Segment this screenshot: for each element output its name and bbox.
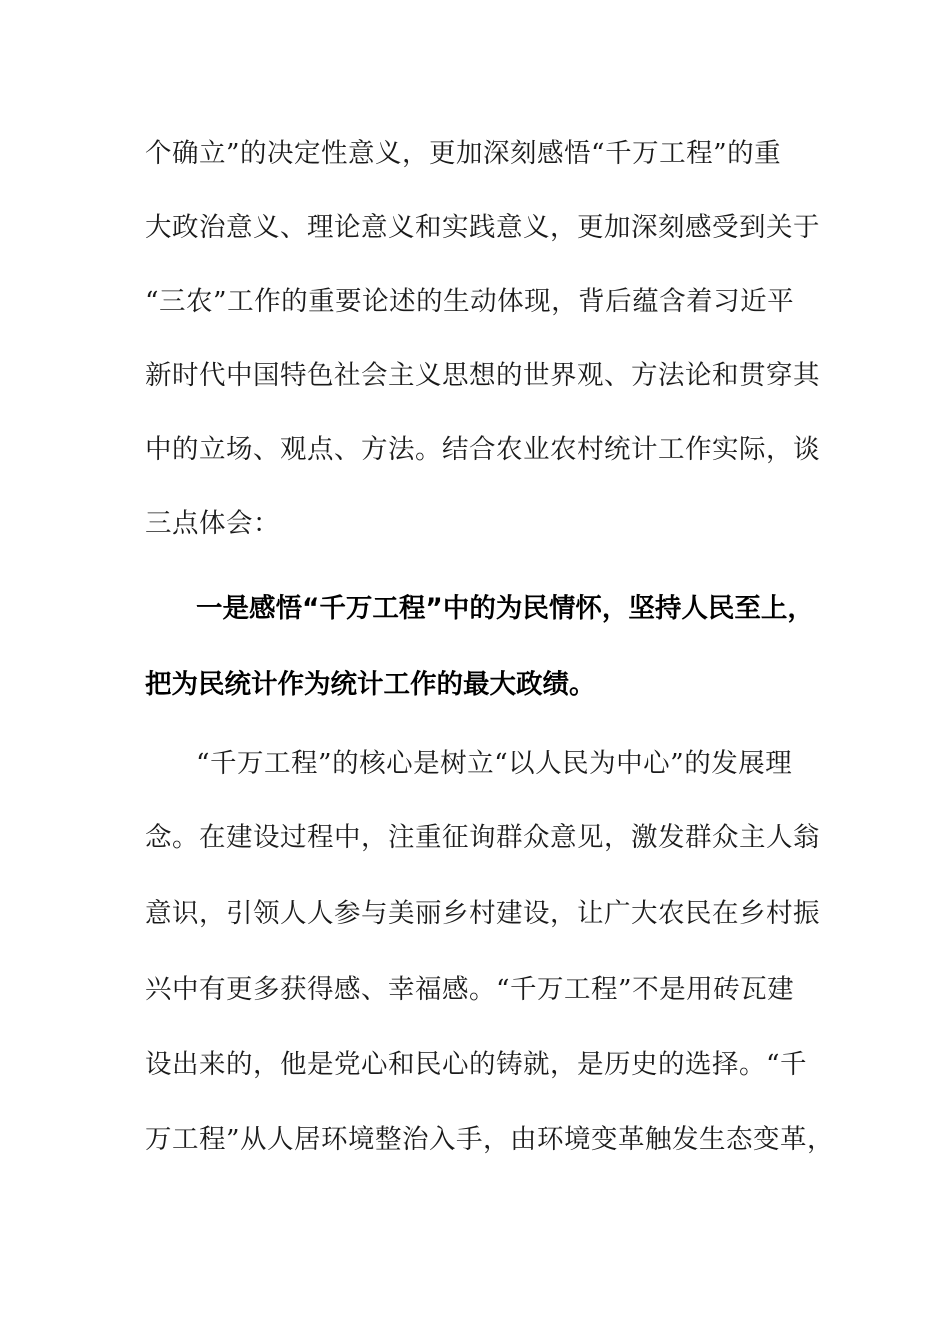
body-text-line: 兴中有更多获得感、幸福感。“千万工程”不是用砖瓦建 bbox=[145, 974, 795, 1005]
body-text-line: 三点体会： bbox=[145, 508, 280, 539]
body-text-line: “三农”工作的重要论述的生动体现，背后蕴含着习近平 bbox=[145, 286, 795, 317]
section-heading-line: 一是感悟“千万工程”中的为民情怀，坚持人民至上， bbox=[196, 593, 814, 624]
body-text-line: 万工程”从人居环境整治入手，由环境变革触发生态变革， bbox=[145, 1124, 835, 1155]
body-text-line: “千万工程”的核心是树立“以人民为中心”的发展理 bbox=[196, 748, 793, 779]
body-text-line: 意识，引领人人参与美丽乡村建设，让广大农民在乡村振 bbox=[145, 898, 820, 929]
body-text-line: 中的立场、观点、方法。结合农业农村统计工作实际，谈 bbox=[145, 434, 820, 465]
body-text-line: 设出来的，他是党心和民心的铸就，是历史的选择。“千 bbox=[145, 1049, 808, 1080]
body-text-line: 新时代中国特色社会主义思想的世界观、方法论和贯穿其 bbox=[145, 360, 820, 391]
body-text-line: 念。在建设过程中，注重征询群众意见，激发群众主人翁 bbox=[145, 822, 820, 853]
body-text-line: 个确立”的决定性意义，更加深刻感悟“千万工程”的重 bbox=[145, 138, 782, 169]
section-heading-line: 把为民统计作为统计工作的最大政绩。 bbox=[145, 669, 596, 700]
body-text-line: 大政治意义、理论意义和实践意义，更加深刻感受到关于 bbox=[145, 212, 820, 243]
